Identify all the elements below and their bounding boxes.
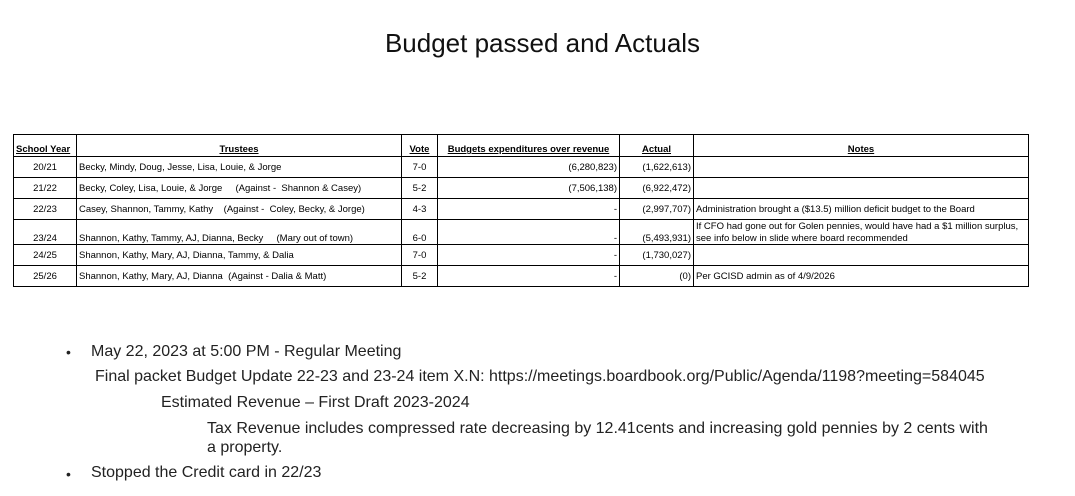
bullet-tax-revenue-line2: a property.	[207, 439, 283, 456]
cell-actual: (1,622,613)	[620, 157, 694, 178]
header-trustees: Trustees	[77, 135, 402, 157]
header-actual: Actual	[620, 135, 694, 157]
cell-vote: 7-0	[402, 157, 438, 178]
cell-notes	[694, 245, 1029, 266]
cell-year: 20/21	[14, 157, 77, 178]
table-row	[14, 157, 1029, 178]
cell-trustees: Becky, Mindy, Doug, Jesse, Lisa, Louie, & Jorge	[77, 157, 402, 178]
bullet-marker: •	[66, 344, 71, 360]
cell-budget: -	[438, 266, 620, 287]
cell-notes: If CFO had gone out for Golen pennies, would have had a $1 million surplus, see info below in slide where board recommended	[694, 220, 1029, 245]
table-row	[14, 220, 1029, 245]
cell-vote: 4-3	[402, 199, 438, 220]
header-vote: Vote	[402, 135, 438, 157]
table-header-row	[14, 135, 1029, 157]
budget-table	[13, 134, 1029, 287]
slide-title: Budget passed and Actuals	[384, 28, 701, 58]
cell-budget: (7,506,138)	[438, 178, 620, 199]
bullet-estimated-revenue: Estimated Revenue – First Draft 2023-2024	[161, 394, 470, 411]
cell-notes	[694, 178, 1029, 199]
header-budget: Budgets expenditures over revenue	[438, 135, 620, 157]
table-row	[14, 178, 1029, 199]
cell-vote: 5-2	[402, 266, 438, 287]
bullet-marker: •	[66, 466, 71, 482]
cell-notes: Administration brought a ($13.5) million deficit budget to the Board	[694, 199, 1029, 220]
cell-year: 25/26	[14, 266, 77, 287]
cell-trustees: Becky, Coley, Lisa, Louie, & Jorge (Against - Shannon & Casey)	[77, 178, 402, 199]
bullet-meeting: May 22, 2023 at 5:00 PM - Regular Meeting	[91, 343, 402, 360]
cell-trustees: Shannon, Kathy, Tammy, AJ, Dianna, Becky (Mary out of town)	[77, 220, 402, 245]
header-school-year: School Year	[14, 135, 77, 157]
bullet-packet-link[interactable]: Final packet Budget Update 22-23 and 23-24 item X.N: https://meetings.boardbook.org/Public/Agenda/1198?meeting=584045	[95, 368, 985, 385]
cell-vote: 7-0	[402, 245, 438, 266]
bullet-credit-card: Stopped the Credit card in 22/23	[91, 464, 322, 481]
cell-budget: -	[438, 220, 620, 245]
cell-actual: (2,997,707)	[620, 199, 694, 220]
cell-actual: (0)	[620, 266, 694, 287]
cell-notes	[694, 157, 1029, 178]
cell-budget: -	[438, 199, 620, 220]
cell-actual: (5,493,931)	[620, 220, 694, 245]
cell-budget: (6,280,823)	[438, 157, 620, 178]
cell-trustees: Casey, Shannon, Tammy, Kathy (Against - Coley, Becky, & Jorge)	[77, 199, 402, 220]
cell-year: 23/24	[14, 220, 77, 245]
cell-vote: 6-0	[402, 220, 438, 245]
header-notes: Notes	[694, 135, 1029, 157]
cell-actual: (6,922,472)	[620, 178, 694, 199]
cell-vote: 5-2	[402, 178, 438, 199]
table-row	[14, 245, 1029, 266]
bullet-tax-revenue-line1: Tax Revenue includes compressed rate decreasing by 12.41cents and increasing gold pennies by 2 cents with	[207, 420, 988, 437]
cell-notes: Per GCISD admin as of 4/9/2026	[694, 266, 1029, 287]
cell-year: 22/23	[14, 199, 77, 220]
table-row	[14, 266, 1029, 287]
table-row	[14, 199, 1029, 220]
cell-year: 24/25	[14, 245, 77, 266]
cell-trustees: Shannon, Kathy, Mary, AJ, Dianna, Tammy, & Dalia	[77, 245, 402, 266]
cell-actual: (1,730,027)	[620, 245, 694, 266]
cell-budget: -	[438, 245, 620, 266]
cell-year: 21/22	[14, 178, 77, 199]
cell-trustees: Shannon, Kathy, Mary, AJ, Dianna (Against - Dalia & Matt)	[77, 266, 402, 287]
